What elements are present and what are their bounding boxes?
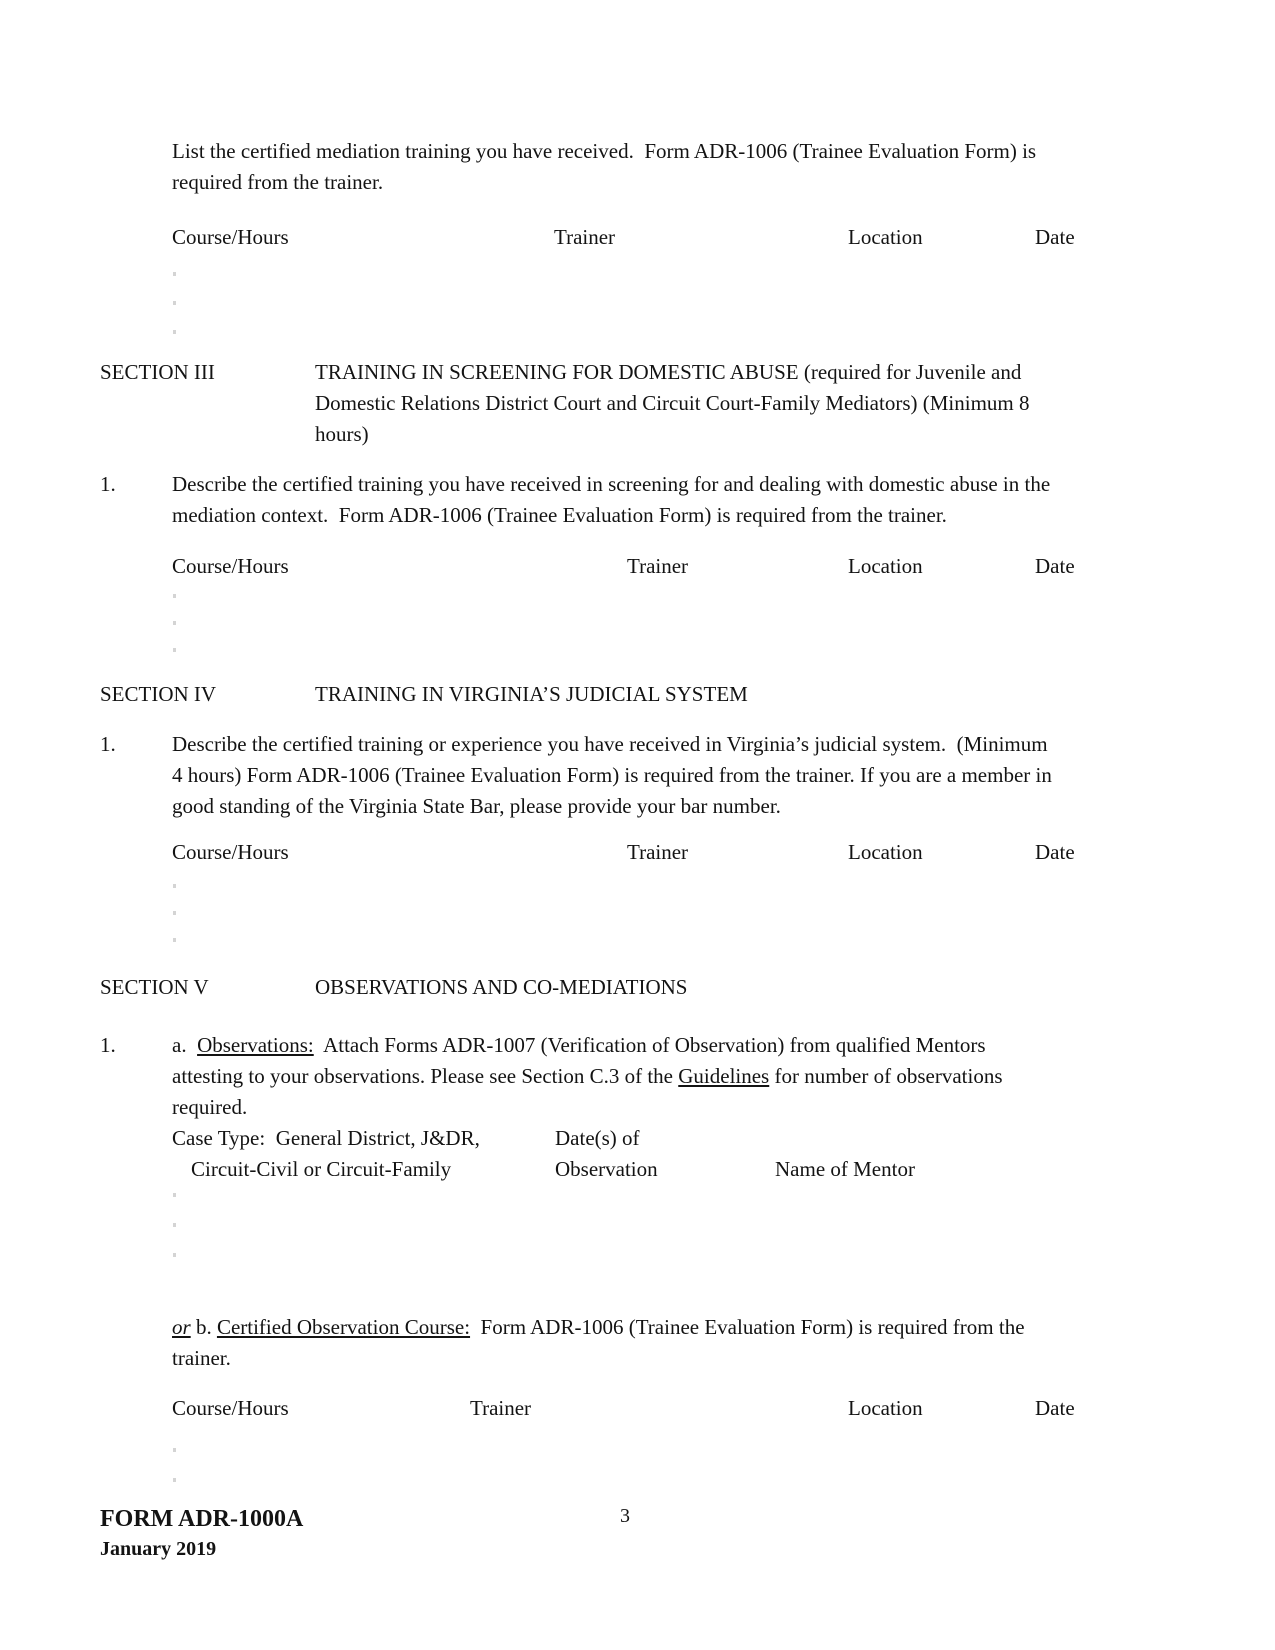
blank-line-marker (173, 272, 176, 276)
blank-line-marker (173, 330, 176, 334)
training-table-1-header (0, 222, 1275, 253)
section-iii-title-line: hours) (315, 422, 369, 446)
footer-form-id: FORM ADR-1000A (100, 1506, 304, 1532)
section-iii-title-line: Domestic Relations District Court and Circuit Court-Family Mediators) (Minimum 8 (315, 391, 1030, 415)
column-header-trainer: Trainer (627, 840, 689, 864)
column-header-course-hours: Course/Hours (172, 840, 289, 864)
blank-line-marker (173, 1193, 176, 1197)
section-iii-title (315, 357, 1030, 450)
column-header-date: Date (1035, 840, 1075, 864)
blank-line-marker (173, 938, 176, 942)
blank-line-marker (173, 1478, 176, 1482)
column-header-observation-dates (555, 1123, 658, 1185)
training-table-4-header (0, 1393, 1275, 1424)
item-a-line2-pre: attesting to your observations. Please see Section C.3 of the (172, 1064, 679, 1088)
observations-underlined-label: Observations: (197, 1033, 314, 1057)
section-iii-title-line: TRAINING IN SCREENING FOR DOMESTIC ABUSE (required for Juvenile and (315, 360, 1022, 384)
item-b-line1-rest: Form ADR-1006 (Trainee Evaluation Form) is required from the (470, 1315, 1025, 1339)
section-iv-label: SECTION IV (100, 682, 217, 706)
case-type-line-1: Case Type: General District, J&DR, (172, 1126, 480, 1150)
item-a-line1-rest: Attach Forms ADR-1007 (Verification of Observation) from qualified Mentors (313, 1033, 986, 1057)
section-v-title (315, 972, 687, 1003)
observation-line: Observation (555, 1157, 658, 1181)
section-v-title-line: OBSERVATIONS AND CO-MEDIATIONS (315, 975, 688, 999)
paragraph-line: Describe the certified training or experience you have received in Virginia’s judicial system. (Minimum (172, 732, 1048, 756)
paragraph-line: good standing of the Virginia State Bar, please provide your bar number. (172, 794, 781, 818)
item-number: 1. (100, 1033, 116, 1057)
column-header-date: Date (1035, 554, 1075, 578)
column-header-date: Date (1035, 225, 1075, 249)
intro-paragraph (172, 136, 1036, 198)
blank-line-marker (173, 594, 176, 598)
column-header-course-hours: Course/Hours (172, 554, 289, 578)
footer-revision-date: January 2019 (100, 1538, 217, 1560)
item-a-prefix: a. (172, 1033, 198, 1057)
section-v-item-1a-text (172, 1030, 1003, 1123)
or-underlined-italic-label: or (172, 1315, 191, 1339)
blank-line-marker (173, 621, 176, 625)
paragraph-line: required. (172, 1095, 248, 1119)
column-header-trainer: Trainer (554, 225, 616, 249)
item-number: 1. (100, 732, 116, 756)
section-iv-title (315, 679, 748, 710)
item-b-prefix: b. (190, 1315, 217, 1339)
column-header-trainer: Trainer (627, 554, 689, 578)
section-iii-label: SECTION III (100, 360, 215, 384)
blank-line-marker (173, 301, 176, 305)
column-header-location: Location (848, 225, 923, 249)
blank-line-marker (173, 911, 176, 915)
blank-line-marker (173, 1223, 176, 1227)
page-number: 3 (620, 1505, 630, 1527)
section-iv-title-line: TRAINING IN VIRGINIA’S JUDICIAL SYSTEM (315, 682, 748, 706)
paragraph-line (172, 1312, 1025, 1343)
column-header-date: Date (1035, 1396, 1075, 1420)
paragraph-line: mediation context. Form ADR-1006 (Trainee Evaluation Form) is required from the trainer. (172, 503, 947, 527)
column-header-location: Location (848, 1396, 923, 1420)
column-header-trainer: Trainer (470, 1396, 532, 1420)
certified-observation-course-underlined-label: Certified Observation Course: (216, 1315, 471, 1339)
blank-line-marker (173, 884, 176, 888)
intro-line-1: List the certified mediation training you have received. Form ADR-1006 (Trainee Evaluation Form) is (172, 139, 1037, 163)
name-of-mentor-line: Name of Mentor (775, 1157, 915, 1181)
column-header-location: Location (848, 554, 923, 578)
paragraph-line: trainer. (172, 1346, 231, 1370)
column-header-course-hours: Course/Hours (172, 1396, 289, 1420)
section-iii-item-1-text (172, 469, 1050, 531)
dates-of-line: Date(s) of (555, 1126, 640, 1150)
blank-line-marker (173, 648, 176, 652)
item-number: 1. (100, 472, 116, 496)
section-v-label: SECTION V (100, 975, 209, 999)
column-header-name-of-mentor (775, 1154, 915, 1185)
intro-line-2: required from the trainer. (172, 170, 384, 194)
section-v-item-1b (172, 1312, 1025, 1374)
column-header-case-type (172, 1123, 480, 1185)
column-header-location: Location (848, 840, 923, 864)
paragraph-line (172, 1030, 1003, 1061)
guidelines-underlined-label: Guidelines (678, 1064, 770, 1088)
column-header-course-hours: Course/Hours (172, 225, 289, 249)
blank-line-marker (173, 1448, 176, 1452)
paragraph-line (172, 1061, 1003, 1092)
paragraph-line: 4 hours) Form ADR-1006 (Trainee Evaluation Form) is required from the trainer. If you are a member in (172, 763, 1052, 787)
section-iv-item-1-text (172, 729, 1052, 822)
observation-table-header (0, 1123, 1275, 1185)
training-table-2-header (0, 551, 1275, 582)
blank-line-marker (173, 1253, 176, 1257)
case-type-line-2: Circuit-Civil or Circuit-Family (191, 1157, 452, 1181)
item-a-line2-post: for number of observations (769, 1064, 1003, 1088)
paragraph-line: Describe the certified training you have received in screening for and dealing with domestic abuse in the (172, 472, 1051, 496)
training-table-3-header (0, 837, 1275, 868)
